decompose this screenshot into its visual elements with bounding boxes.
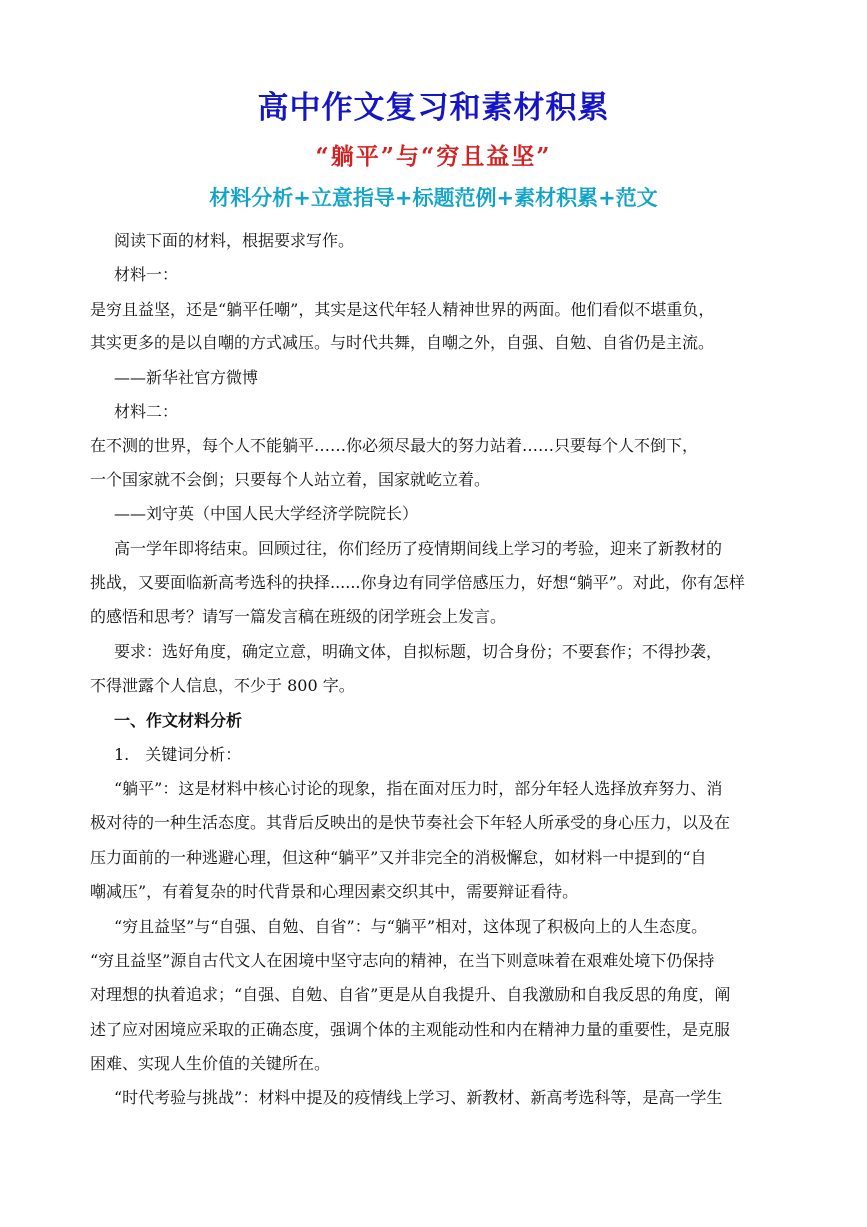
task-paragraph-line-3: 的感悟和思考？请写一篇发言稿在班级的闭学班会上发言。 [90,607,507,626]
material-two-label: 材料二： [114,402,179,421]
task-paragraph-line-1: 高一学年即将结束。回顾过往，你们经历了疫情期间线上学习的考验，迎来了新教材的 [114,539,723,558]
section-heading-analysis: 一、作文材料分析 [114,711,243,730]
keyword-challenge-line-1: “时代考验与挑战”：材料中提及的疫情线上学习、新教材、新高考选科等，是高一学生 [114,1088,723,1107]
requirements-line-1: 要求：选好角度，确定立意，明确文体，自拟标题，切合身份；不要套作；不得抄袭， [114,642,723,661]
section-banner: 材料分析+立意指导+标题范例+素材积累+范文 [209,186,658,210]
prompt-intro: 阅读下面的材料，根据要求写作。 [114,231,355,250]
keyword-qiongqie-line-1: “穷且益坚”与“自强、自勉、自省”：与“躺平”相对，这体现了积极向上的人生态度。 [114,917,708,936]
material-two-source: ——刘守英（中国人民大学经济学院院长） [114,504,419,523]
keyword-tangping-line-1: “躺平”：这是材料中核心讨论的现象，指在面对压力时，部分年轻人选择放弃努力、消 [114,779,723,798]
task-paragraph-line-2: 挑战，又要面临新高考选科的抉择......你身边有同学倍感压力，好想“躺平”。对此，你有怎样 [90,573,745,592]
keyword-tangping-line-4: 嘲减压”，有着复杂的时代背景和心理因素交织其中，需要辩证看待。 [90,882,579,901]
keyword-qiongqie-line-4: 述了应对困境应采取的正确态度，强调个体的主观能动性和内在精神力量的重要性，是克服 [90,1020,731,1039]
material-one-line-2: 其实更多的是以自嘲的方式减压。与时代共舞，自嘲之外，自强、自勉、自省仍是主流。 [90,333,715,352]
keyword-qiongqie-line-3: 对理想的执着追求；“自强、自勉、自省”更是从自我提升、自我激励和自我反思的角度，阐 [90,985,731,1004]
requirements-line-2: 不得泄露个人信息，不少于 800 字。 [90,676,355,695]
material-two-line-2: 一个国家就不会倒；只要每个人站立着，国家就屹立着。 [90,470,491,489]
subheading-keywords: 1. 关键词分析： [114,745,242,764]
keyword-tangping-line-3: 压力面前的一种逃避心理，但这种“躺平”又并非完全的消极懈怠，如材料一中提到的“自 [90,848,707,867]
material-one-line-1: 是穷且益坚，还是“躺平任嘲”，其实是这代年轻人精神世界的两面。他们看似不堪重负， [90,300,715,319]
keyword-tangping-line-2: 极对待的一种生活态度。其背后反映出的是快节奏社会下年轻人所承受的身心压力，以及在 [90,813,731,832]
keyword-qiongqie-line-5: 困难、实现人生价值的关键所在。 [90,1054,331,1073]
material-one-label: 材料一： [114,265,179,284]
document-subtitle: “躺平”与“穷且益坚” [315,143,552,170]
document-title: 高中作文复习和素材积累 [257,90,610,126]
material-two-line-1: 在不测的世界，每个人不能躺平……你必须尽最大的努力站着……只要每个人不倒下， [90,436,699,455]
keyword-qiongqie-line-2: “穷且益坚”源自古代文人在困境中坚守志向的精神，在当下则意味着在艰难处境下仍保持 [90,951,715,970]
material-one-source: ——新华社官方微博 [114,368,259,387]
